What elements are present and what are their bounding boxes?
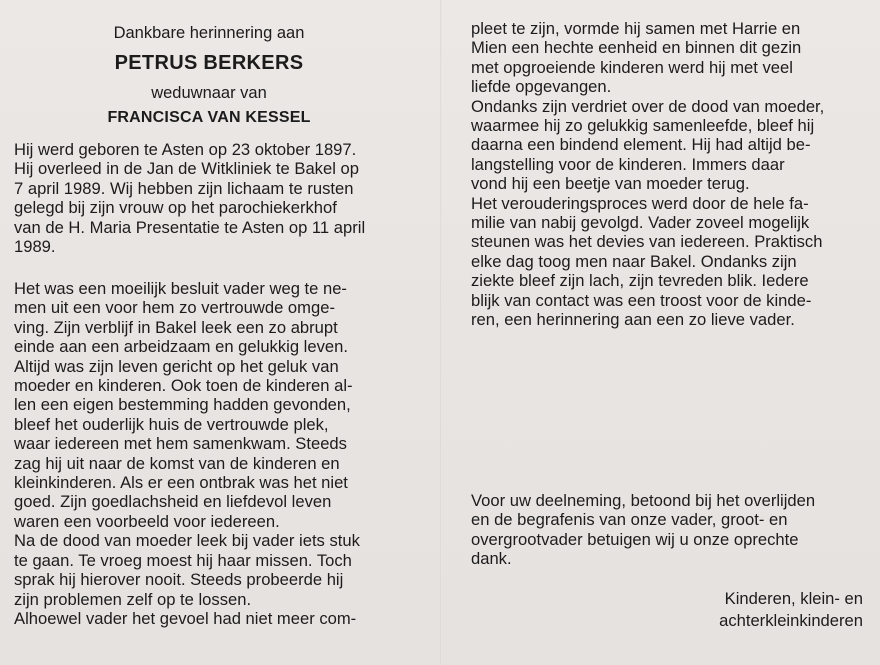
text-line: Ondanks zijn verdriet over de dood van moeder, (471, 96, 825, 116)
text-line: gelegd bij zijn vrouw op het parochiekerkhof (14, 198, 337, 218)
text-line: langstelling voor de kinderen. Immers daar (471, 154, 785, 174)
text-line: van de H. Maria Presentatie te Asten op 11 april (14, 217, 366, 237)
text-line: Alhoewel vader het gevoel had niet meer com- (14, 608, 357, 628)
text-line: sprak hij hierover nooit. Steeds probeerde hij (14, 570, 344, 590)
signature-line: achterkleinkinderen (719, 611, 863, 630)
thank-you-paragraph (471, 491, 815, 569)
signature-line: Kinderen, klein- en (724, 589, 863, 608)
text-line: Hij werd geboren te Asten op 23 oktober 1897. (14, 140, 357, 159)
text-line: goed. Zijn goedlachsheid en liefdevol leven (14, 492, 332, 512)
text-line: ziekte bleef zijn lach, zijn tevreden blik. Iedere (471, 271, 809, 291)
text-line: Hij overleed in de Jan de Witkliniek te Bakel op (14, 159, 359, 179)
text-line: elke dag toog men naar Bakel. Ondanks zijn (471, 251, 797, 271)
spouse-name: FRANCISCA VAN KESSEL (107, 109, 311, 126)
family-signature (719, 588, 863, 632)
biography-paragraph (14, 140, 365, 256)
life-story-continued (471, 19, 824, 330)
deceased-name: PETRUS BERKERS (114, 52, 304, 74)
text-line: steunen was het devies van iedereen. Praktisch (471, 232, 823, 252)
life-story-paragraph (14, 279, 360, 628)
text-line: 7 april 1989. Wij hebben zijn lichaam te rusten (14, 178, 354, 198)
text-line: waarmee hij zo gelukkig samenleefde, bleef hij (471, 116, 815, 136)
card-fold (440, 0, 442, 665)
text-line: Mien een hechte eenheid en binnen dit gezin (471, 38, 802, 58)
text-line: 1989. (14, 237, 56, 257)
text-line: einde aan een arbeidzaam en gelukkig leven. (14, 337, 348, 357)
text-line: overgrootvader betuigen wij u onze oprechte (471, 529, 799, 549)
text-line: Het was een moeilijk besluit vader weg te ne- (14, 279, 347, 298)
text-line: milie van nabij gevolgd. Vader zoveel mogelijk (471, 213, 810, 233)
text-line: ving. Zijn verblijf in Bakel leek een zo abrupt (14, 317, 338, 337)
intro-line: Dankbare herinnering aan (113, 24, 305, 42)
text-line: zag hij uit naar de komst van de kinderen en (14, 453, 340, 473)
widower-of-line: weduwnaar van (151, 84, 267, 102)
text-line: te gaan. Te vroeg moest hij haar missen. Toch (14, 550, 352, 570)
text-line: moeder en kinderen. Ook toen de kinderen al- (14, 376, 353, 396)
text-line: Altijd was zijn leven gericht op het geluk van (14, 356, 339, 376)
text-line: men uit een voor hem zo vertrouwde omge- (14, 298, 335, 318)
text-line: pleet te zijn, vormde hij samen met Harrie en (471, 19, 801, 38)
text-line: ren, een herinnering aan een zo lieve vader. (471, 310, 795, 330)
text-line: daarna een bindend element. Hij had altijd be- (471, 135, 811, 155)
text-line: en de begrafenis van onze vader, groot- en (471, 510, 788, 530)
text-line: waar iedereen met hem samenkwam. Steeds (14, 434, 347, 454)
text-line: liefde opgevangen. (471, 77, 612, 97)
text-line: dank. (471, 549, 512, 569)
text-line: met opgroeiende kinderen werd hij met veel (471, 57, 793, 77)
text-line: Na de dood van moeder leek bij vader iets stuk (14, 531, 360, 551)
text-line: len een eigen bestemming hadden gevonden, (14, 395, 351, 415)
text-line: vond hij een beetje van moeder terug. (471, 174, 750, 194)
text-line: kleinkinderen. Als er een ontbrak was het niet (14, 473, 348, 493)
text-line: blijk van contact was een troost voor de kinde- (471, 290, 812, 310)
text-line: waren een voorbeeld voor iedereen. (14, 511, 280, 531)
text-line: bleef het ouderlijk huis de vertrouwde plek, (14, 414, 329, 434)
text-line: Het verouderingsproces werd door de hele fa- (471, 193, 809, 213)
text-line: zijn problemen zelf op te lossen. (14, 589, 252, 609)
text-line: Voor uw deelneming, betoond bij het overlijden (471, 491, 816, 510)
